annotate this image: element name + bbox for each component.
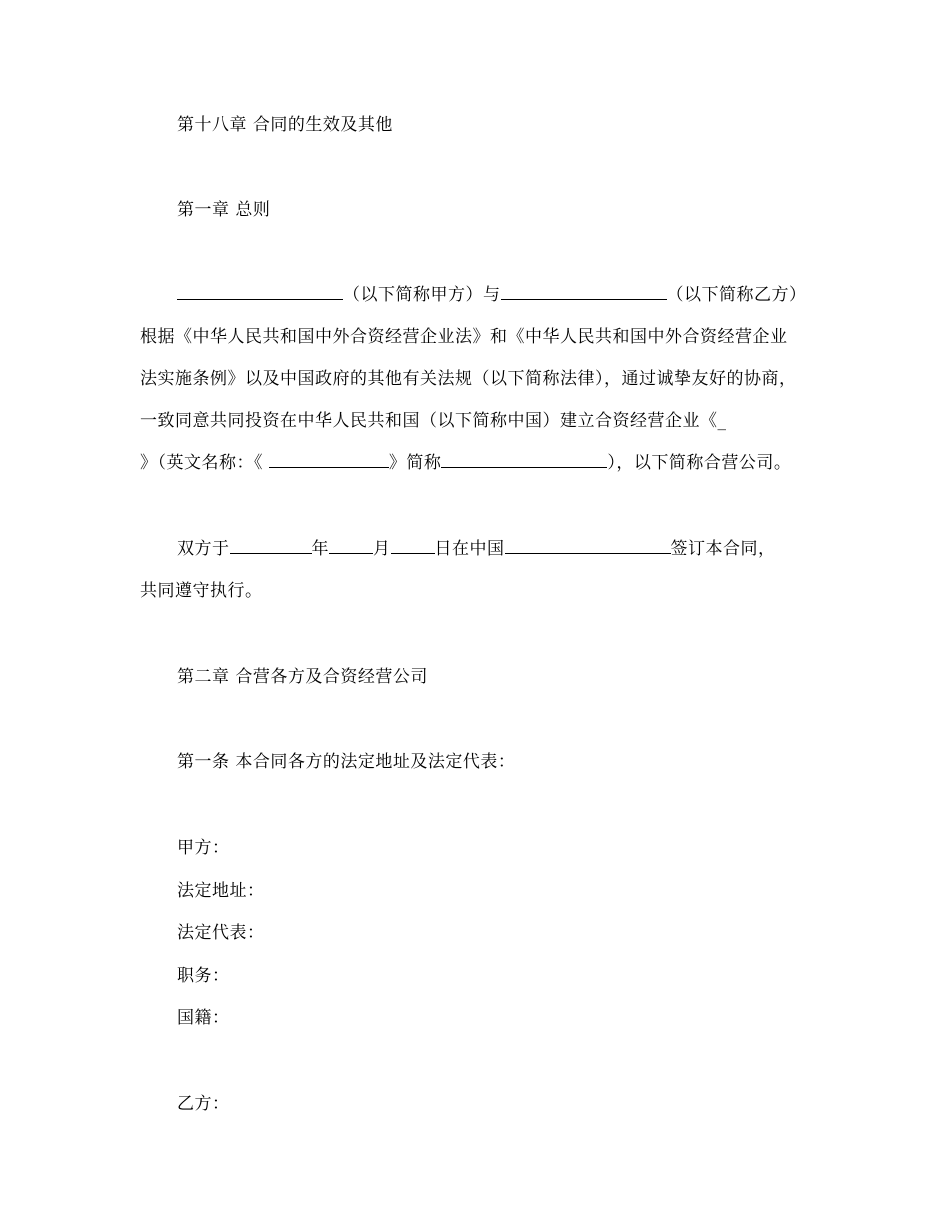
intro-line-3: 法实施条例》以及中国政府的其他有关法规（以下简称法律），通过诚挚友好的协商，	[140, 369, 797, 389]
signing-text: 双方于	[177, 539, 230, 559]
chapter-18-heading: 第十八章 合同的生效及其他	[177, 115, 393, 135]
intro-line-2: 根据《中华人民共和国中外合资经营企业法》和《中华人民共和国中外合资经营企业	[140, 327, 788, 347]
location-blank	[505, 539, 671, 554]
intro-text: ），以下简称合营公司。	[607, 453, 792, 473]
intro-line-5	[140, 452, 791, 474]
signing-text: 签订本合同，	[670, 539, 776, 559]
party-a-name-blank	[177, 285, 343, 300]
signing-text: 日在中国	[434, 539, 505, 559]
english-name-blank	[269, 453, 389, 468]
abbreviation-blank	[441, 453, 607, 468]
party-a-label: 甲方：	[177, 838, 230, 858]
party-a-representative-label: 法定代表：	[177, 923, 265, 943]
intro-text: 》简称	[388, 453, 442, 473]
intro-line-1	[177, 284, 807, 306]
intro-line-4: 一致同意共同投资在中华人民共和国（以下简称中国）建立合资经营企业《_	[140, 411, 727, 431]
party-b-name-blank	[501, 285, 667, 300]
signing-line-2: 共同遵守执行。	[140, 581, 263, 601]
year-blank	[230, 539, 312, 554]
signing-text: 月	[373, 539, 391, 559]
party-a-position-label: 职务：	[177, 966, 230, 986]
article-1-heading: 第一条 本合同各方的法定地址及法定代表：	[177, 752, 516, 772]
party-a-address-label: 法定地址：	[177, 881, 265, 901]
chapter-1-heading: 第一章 总则	[177, 200, 271, 220]
day-blank	[391, 539, 435, 554]
chapter-2-heading: 第二章 合营各方及合资经营公司	[177, 667, 428, 687]
intro-text: （以下简称甲方）与	[343, 285, 501, 305]
intro-text: 》（英文名称：《	[140, 453, 269, 473]
intro-text: （以下简称乙方）	[666, 285, 807, 305]
month-blank	[329, 539, 373, 554]
party-a-nationality-label: 国籍：	[177, 1008, 230, 1028]
signing-text: 年	[311, 539, 329, 559]
signing-line-1	[177, 538, 776, 560]
party-b-label: 乙方：	[177, 1094, 230, 1114]
